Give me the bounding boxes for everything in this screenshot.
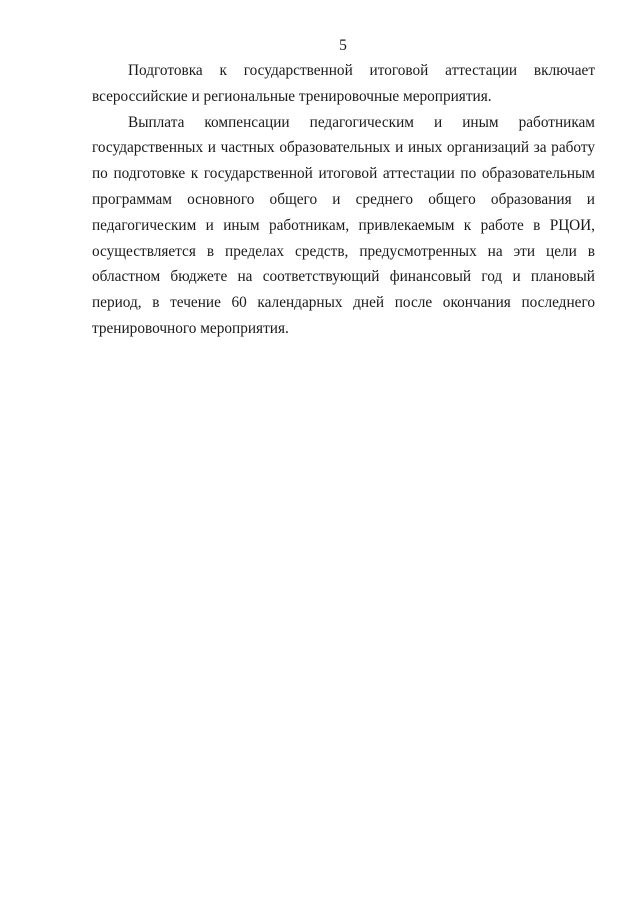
page-number: 5 — [339, 37, 347, 54]
paragraph-preparation: Подготовка к государственной итоговой аттестации включает всероссийские и региональные тренировочные мероприятия. — [92, 62, 595, 105]
document-body — [92, 58, 595, 342]
paragraph-compensation: Выплата компенсации педагогическим и иным работникам государственных и частных образовательных и иных организаций за работу по подготовке к государственной итоговой аттестации по образовательным программам основного общего и среднего общего образования и педагогическим и иным работникам, привлекаемым к работе в РЦОИ, осуществляется в пределах средств, предусмотренных на эти цели в областном бюджете на соответствующий финансовый год и плановый период, в течение 60 календарных дней после окончания последнего тренировочного мероприятия. — [92, 113, 595, 337]
